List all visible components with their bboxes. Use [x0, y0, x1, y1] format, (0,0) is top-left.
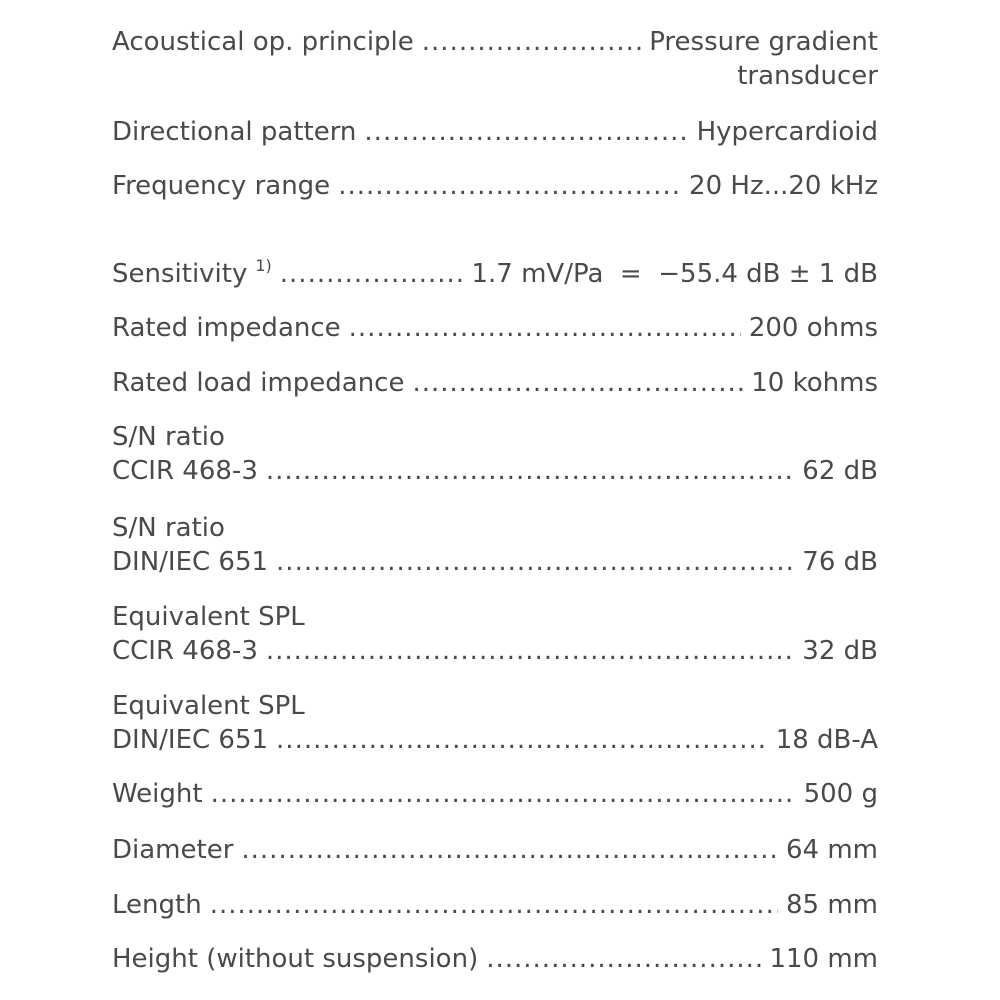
- spec-caption: S/N ratio: [112, 422, 225, 452]
- spec-label: DIN/IEC 651: [112, 547, 269, 577]
- spec-value: Pressure gradient: [649, 27, 878, 57]
- dot-leader: [276, 545, 794, 579]
- spec-value: 110 mm: [769, 944, 878, 974]
- spec-caption: Equivalent SPL: [112, 691, 305, 721]
- spec-rated-load-impedance: [112, 366, 878, 400]
- spec-sensitivity: [112, 257, 878, 291]
- spec-weight: [112, 777, 878, 811]
- spec-value: 18 dB-A: [775, 725, 878, 755]
- dot-leader: [276, 723, 768, 757]
- spec-value: 76 dB: [802, 547, 878, 577]
- dot-leader: [266, 454, 794, 488]
- spec-label: [112, 257, 272, 294]
- spec-label: Frequency range: [112, 171, 331, 201]
- spec-value: Hypercardioid: [696, 117, 878, 147]
- dot-leader: [241, 833, 778, 867]
- spec-value: 500 g: [803, 779, 878, 809]
- spec-value: 32 dB: [802, 636, 878, 666]
- spec-acoustical-principle: [112, 25, 878, 93]
- spec-value: 20 Hz...20 kHz: [689, 171, 878, 201]
- spec-sheet: [112, 0, 878, 1000]
- spec-equivalent-spl-din: [112, 689, 878, 757]
- spec-value: 64 mm: [785, 835, 878, 865]
- spec-length: [112, 888, 878, 922]
- footnote-marker: 1): [255, 256, 272, 275]
- spec-label: CCIR 468-3: [112, 636, 258, 666]
- spec-label: Diameter: [112, 835, 234, 865]
- dot-leader: [338, 169, 681, 203]
- spec-value: 200 ohms: [748, 313, 878, 343]
- spec-label: DIN/IEC 651: [112, 725, 269, 755]
- spec-height: [112, 942, 878, 976]
- spec-label-text: Sensitivity: [112, 259, 248, 289]
- dot-leader: [412, 366, 743, 400]
- spec-label: Rated impedance: [112, 313, 341, 343]
- spec-label: Height (without suspension): [112, 944, 479, 974]
- spec-label: Acoustical op. principle: [112, 27, 414, 57]
- spec-frequency-range: [112, 169, 878, 203]
- spec-label: CCIR 468-3: [112, 456, 258, 486]
- spec-directional-pattern: [112, 115, 878, 149]
- dot-leader: [422, 25, 641, 59]
- spec-caption: Equivalent SPL: [112, 602, 305, 632]
- spec-value: 1.7 mV/Pa = −55.4 dB ± 1 dB: [471, 259, 878, 289]
- dot-leader: [364, 115, 688, 149]
- dot-leader: [349, 311, 741, 345]
- spec-value: 85 mm: [785, 890, 878, 920]
- dot-leader: [210, 888, 778, 922]
- spec-equivalent-spl-ccir: [112, 600, 878, 668]
- spec-label: Rated load impedance: [112, 368, 405, 398]
- spec-sn-ratio-ccir: [112, 420, 878, 488]
- spec-label: Length: [112, 890, 202, 920]
- dot-leader: [486, 942, 761, 976]
- dot-leader: [280, 257, 464, 291]
- spec-caption: S/N ratio: [112, 513, 225, 543]
- spec-label: Weight: [112, 779, 203, 809]
- dot-leader: [211, 777, 796, 811]
- dot-leader: [266, 634, 794, 668]
- spec-label: Directional pattern: [112, 117, 357, 147]
- spec-value-continuation: transducer: [737, 61, 878, 91]
- spec-rated-impedance: [112, 311, 878, 345]
- spec-sn-ratio-din: [112, 511, 878, 579]
- spec-value: 10 kohms: [751, 368, 878, 398]
- spec-value: 62 dB: [802, 456, 878, 486]
- spec-diameter: [112, 833, 878, 867]
